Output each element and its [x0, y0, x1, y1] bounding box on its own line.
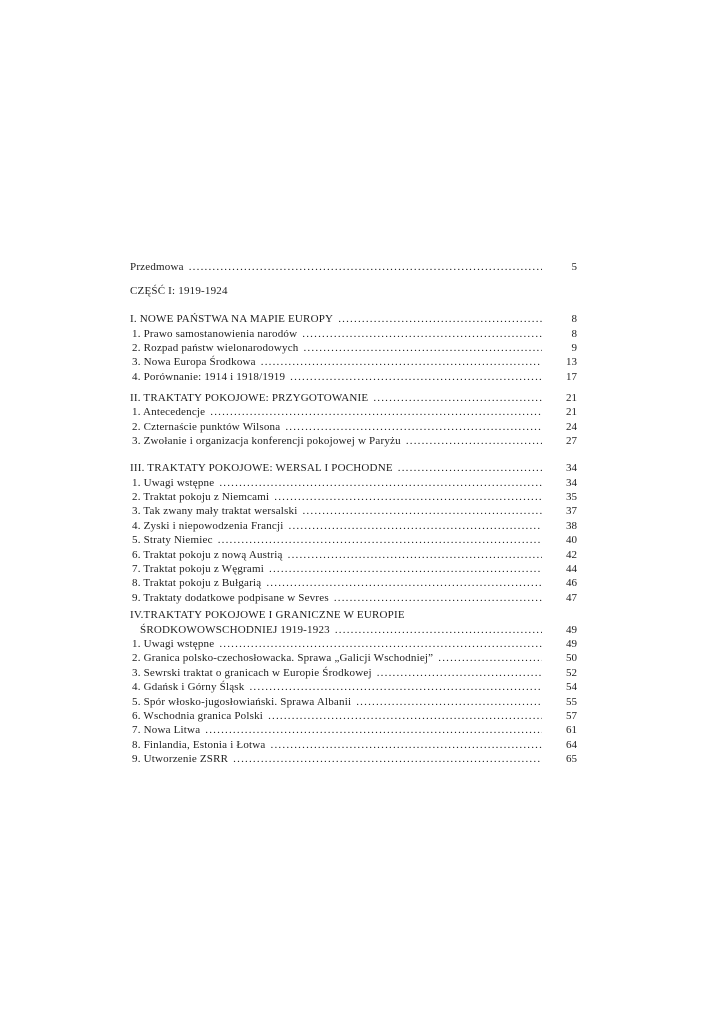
entry-label: 2. Rozpad państw wielonarodowych [132, 342, 299, 355]
toc-item [130, 637, 577, 651]
entry-label: 2. Granica polsko-czechosłowacka. Sprawa „Galicji Wschodniej” [132, 652, 434, 665]
dot-leader [184, 260, 542, 274]
dot-leader [244, 680, 542, 694]
toc-item [130, 341, 577, 355]
entry-label: 3. Zwołanie i organizacja konferencji pokojowej w Paryżu [132, 434, 401, 447]
part-heading [130, 284, 577, 298]
toc-item [130, 519, 577, 533]
toc-item [130, 651, 577, 665]
dot-leader [401, 434, 542, 448]
entry-label: 9. Utworzenie ZSRR [132, 753, 229, 766]
entry-label: 1. Antecedencje [132, 406, 206, 419]
toc-item [130, 490, 577, 504]
toc-item [130, 476, 577, 490]
toc-item [130, 434, 577, 448]
toc-item [130, 752, 577, 766]
section-3-heading [130, 461, 577, 475]
dot-leader [228, 752, 542, 766]
toc-item [130, 355, 577, 369]
entry-label: 6. Wschodnia granica Polski [132, 709, 264, 722]
entry-label: 4. Zyski i niepowodzenia Francji [132, 519, 284, 532]
section-title: II. TRAKTATY POKOJOWE: PRZYGOTOWANIE [130, 391, 369, 404]
entry-label: 8. Finlandia, Estonia i Łotwa [132, 738, 266, 751]
page-number: 8 [571, 313, 577, 326]
dot-leader [214, 476, 542, 490]
page-number: 40 [566, 534, 577, 547]
page-number: 47 [566, 591, 577, 604]
toc-item [130, 370, 577, 384]
page-number: 42 [566, 548, 577, 561]
page-number: 52 [566, 666, 577, 679]
page-number: 13 [566, 356, 577, 369]
toc-item [130, 576, 577, 590]
dot-leader [329, 591, 542, 605]
toc-item [130, 533, 577, 547]
entry-label: Przedmowa [130, 261, 184, 273]
entry-label: 2. Traktat pokoju z Niemcami [132, 491, 270, 504]
toc-item [130, 666, 577, 680]
entry-label: 1. Prawo samostanowienia narodów [132, 327, 298, 340]
dot-leader [433, 651, 542, 665]
entry-label: 3. Nowa Europa Środkowa [132, 356, 256, 369]
dot-leader [214, 637, 542, 651]
entry-label: 2. Czternaście punktów Wilsona [132, 420, 281, 433]
page-number: 49 [566, 637, 577, 650]
page-number: 55 [566, 695, 577, 708]
page-number: 17 [566, 370, 577, 383]
section-4-heading-line1 [130, 608, 577, 622]
toc-entry-preface [130, 260, 577, 274]
dot-leader [263, 709, 542, 723]
page-number: 57 [566, 709, 577, 722]
entry-label: 7. Nowa Litwa [132, 724, 201, 737]
entry-label: 3. Sewrski traktat o granicach w Europie Środkowej [132, 666, 372, 679]
dot-leader [368, 391, 542, 405]
entry-label: 4. Gdańsk i Górny Śląsk [132, 681, 245, 694]
toc-item [130, 680, 577, 694]
section-title: IV.TRAKTATY POKOJOWE I GRANICZNE W EUROPIE [130, 609, 405, 622]
dot-leader [266, 738, 542, 752]
dot-leader [297, 327, 542, 341]
section-1-heading [130, 312, 577, 326]
dot-leader [256, 355, 542, 369]
dot-leader [351, 695, 542, 709]
dot-leader [372, 666, 542, 680]
toc-item [130, 405, 577, 419]
page-number: 64 [566, 738, 577, 751]
page-number: 8 [571, 327, 577, 340]
toc-item [130, 562, 577, 576]
dot-leader [213, 533, 542, 547]
section-title-continued: ŚRODKOWOWSCHODNIEJ 1919-1923 [140, 623, 330, 636]
page-number: 27 [566, 434, 577, 447]
dot-leader [283, 548, 542, 562]
toc-item [130, 327, 577, 341]
entry-label: 1. Uwagi wstępne [132, 637, 215, 650]
dot-leader [284, 519, 542, 533]
dot-leader [297, 504, 542, 518]
dot-leader [205, 405, 542, 419]
entry-label: 3. Tak zwany mały traktat wersalski [132, 505, 298, 518]
page-number: 5 [571, 261, 577, 273]
toc-item [130, 591, 577, 605]
entry-label: 4. Porównanie: 1914 i 1918/1919 [132, 370, 286, 383]
entry-label: 7. Traktat pokoju z Węgrami [132, 563, 264, 576]
dot-leader [393, 461, 542, 475]
page-number: 54 [566, 681, 577, 694]
toc-item [130, 695, 577, 709]
page-number: 21 [566, 406, 577, 419]
dot-leader [200, 723, 542, 737]
entry-label: 6. Traktat pokoju z nową Austrią [132, 548, 283, 561]
entry-label: 5. Spór włosko-jugosłowiański. Sprawa Albanii [132, 695, 352, 708]
page-number: 37 [566, 505, 577, 518]
entry-label: 9. Traktaty dodatkowe podpisane w Sevres [132, 591, 329, 604]
page-number: 49 [566, 623, 577, 636]
dot-leader [280, 420, 542, 434]
section-2-heading [130, 391, 577, 405]
entry-label: 8. Traktat pokoju z Bułgarią [132, 577, 262, 590]
dot-leader [330, 623, 542, 637]
page-number: 35 [566, 491, 577, 504]
toc-item [130, 548, 577, 562]
page-number: 38 [566, 519, 577, 532]
page-number: 50 [566, 652, 577, 665]
page-number: 46 [566, 577, 577, 590]
toc-item [130, 723, 577, 737]
dot-leader [261, 576, 542, 590]
page-number: 34 [566, 462, 577, 475]
page-number: 24 [566, 420, 577, 433]
dot-leader [298, 341, 542, 355]
page-number: 21 [566, 391, 577, 404]
dot-leader [269, 490, 542, 504]
toc-item [130, 709, 577, 723]
toc-item [130, 738, 577, 752]
section-4-heading-line2 [130, 623, 577, 637]
table-of-contents [130, 260, 577, 767]
section-title: III. TRAKTATY POKOJOWE: WERSAL I POCHODNE [130, 462, 393, 475]
entry-label: 1. Uwagi wstępne [132, 476, 215, 489]
dot-leader [285, 370, 542, 384]
section-title: I. NOWE PAŃSTWA NA MAPIE EUROPY [130, 313, 334, 326]
page-number: 61 [566, 724, 577, 737]
part-heading-label: CZĘŚĆ I: 1919-1924 [130, 285, 228, 298]
page-number: 44 [566, 563, 577, 576]
toc-item [130, 420, 577, 434]
page-number: 9 [571, 342, 577, 355]
page-number: 65 [566, 753, 577, 766]
dot-leader [264, 562, 542, 576]
page-number: 34 [566, 476, 577, 489]
entry-label: 5. Straty Niemiec [132, 534, 213, 547]
toc-item [130, 504, 577, 518]
dot-leader [333, 312, 542, 326]
